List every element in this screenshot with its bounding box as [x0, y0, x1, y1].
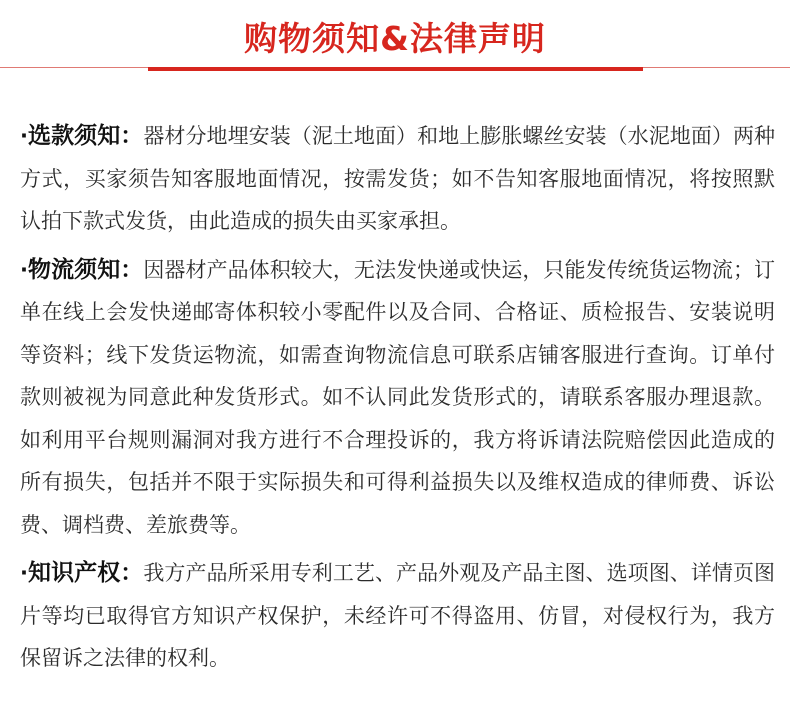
section-label: 物流须知： — [27, 256, 144, 283]
page-header — [0, 0, 790, 100]
section-text: 器材分地埋安装（泥土地面）和地上膨胀螺丝安装（水泥地面）两种方式，买家须告知客服地面情况，按需发货；如不告知客服地面情况，将按照默认拍下款式发货，由此造成的损失由买家承担。 — [20, 124, 776, 233]
section-style-selection — [20, 115, 775, 243]
title-underline — [148, 67, 643, 71]
section-label: 知识产权： — [27, 560, 144, 586]
section-intellectual-property — [20, 552, 775, 680]
section-text: 我方产品所采用专利工艺、产品外观及产品主图、选项图、详情页图片等均已取得官方知识产权保护，未经许可不得盗用、仿冒，对侵权行为，我方保留诉之法律的权利。 — [20, 561, 776, 670]
section-text: 因器材产品体积较大，无法发快递或快运，只能发传统货运物流；订单在线上会发快递邮寄体积较小零配件以及合同、合格证、质检报告、安装说明等资料；线下发货运物流，如需查询物流信息可联系店铺客服进行查询。订单付款则被视为同意此种发货形式。如不认同此发货形式的，请联系客服办理退款。如利用平台规则漏洞对我方进行不合理投诉的，我方将诉请法院赔偿因此造成的所有损失，包括并不限于实际损失和可得利益损失以及维权造成的律师费、诉讼费、调档费、差旅费等。 — [20, 257, 776, 537]
notice-content — [20, 115, 775, 686]
section-logistics — [20, 249, 775, 547]
bullet-marker: · — [20, 124, 28, 148]
bullet-marker: · — [20, 257, 28, 282]
section-label: 选款须知： — [27, 123, 144, 149]
page-title: 购物须知&法律声明 — [244, 19, 546, 58]
bullet-marker: · — [20, 561, 28, 585]
